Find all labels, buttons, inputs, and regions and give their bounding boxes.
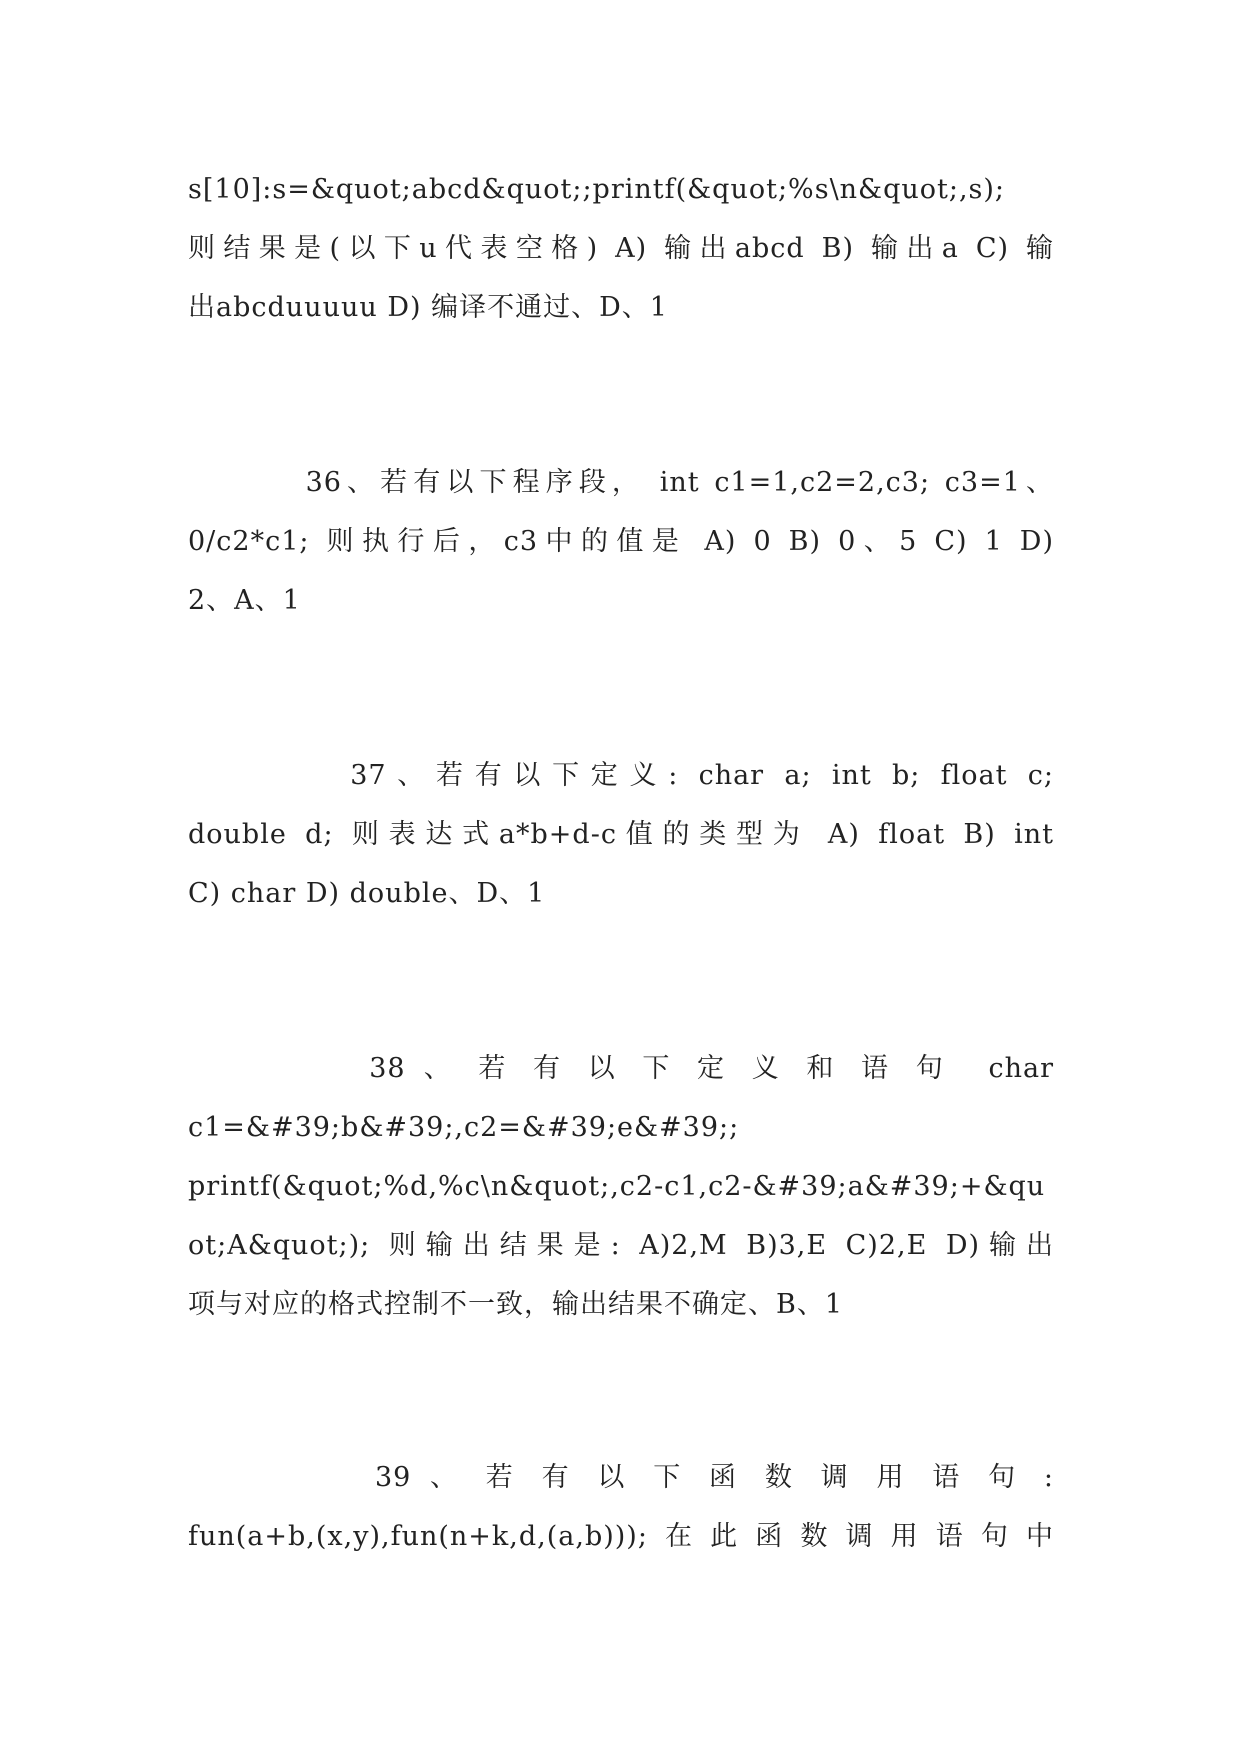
question-39 <box>188 1448 1054 1566</box>
text-line: C) char D) double、D、1 <box>188 878 546 909</box>
text-line: 38 、 若 有 以 下 定 义 和 语 句 char <box>188 1053 1054 1084</box>
question-36 <box>188 453 1054 630</box>
text-line: s[10]:s=&quot;abcd&quot;;printf(&quot;%s\n&quot;,s); <box>188 174 1006 205</box>
text-line: 39 、 若 有 以 下 函 数 调 用 语 句 : <box>188 1462 1054 1493</box>
text-line: 0/c2*c1; 则执行后，c3中的值是 A) 0 B) 0、5 C) 1 D) <box>188 526 1054 557</box>
text-line: double d; 则表达式a*b+d-c值的类型为 A) float B) int <box>188 819 1054 850</box>
text-line: 项与对应的格式控制不一致，输出结果不确定、B、1 <box>188 1289 844 1320</box>
question-38 <box>188 1039 1054 1334</box>
text-line: 36、若有以下程序段， int c1=1,c2=2,c3; c3=1、 <box>188 467 1054 498</box>
text-line: 出abcduuuuu D) 编译不通过、D、1 <box>188 292 668 323</box>
question-35-continued <box>188 160 1054 337</box>
text-line: 37、若有以下定义: char a; int b; float c; <box>188 760 1054 791</box>
text-line: printf(&quot;%d,%c\n&quot;,c2-c1,c2-&#39;a&#39;+&qu <box>188 1171 1046 1202</box>
text-line: 2、A、1 <box>188 585 301 616</box>
text-line: c1=&#39;b&#39;,c2=&#39;e&#39;; <box>188 1112 740 1143</box>
text-line: ot;A&quot;); 则输出结果是: A)2,M B)3,E C)2,E D)输出 <box>188 1230 1054 1261</box>
text-line: fun(a+b,(x,y),fun(n+k,d,(a,b)));在此函数调用语句中 <box>188 1521 1054 1552</box>
text-line: 则结果是(以下u代表空格) A) 输出abcd B) 输出a C) 输 <box>188 233 1054 264</box>
question-37 <box>188 746 1054 923</box>
